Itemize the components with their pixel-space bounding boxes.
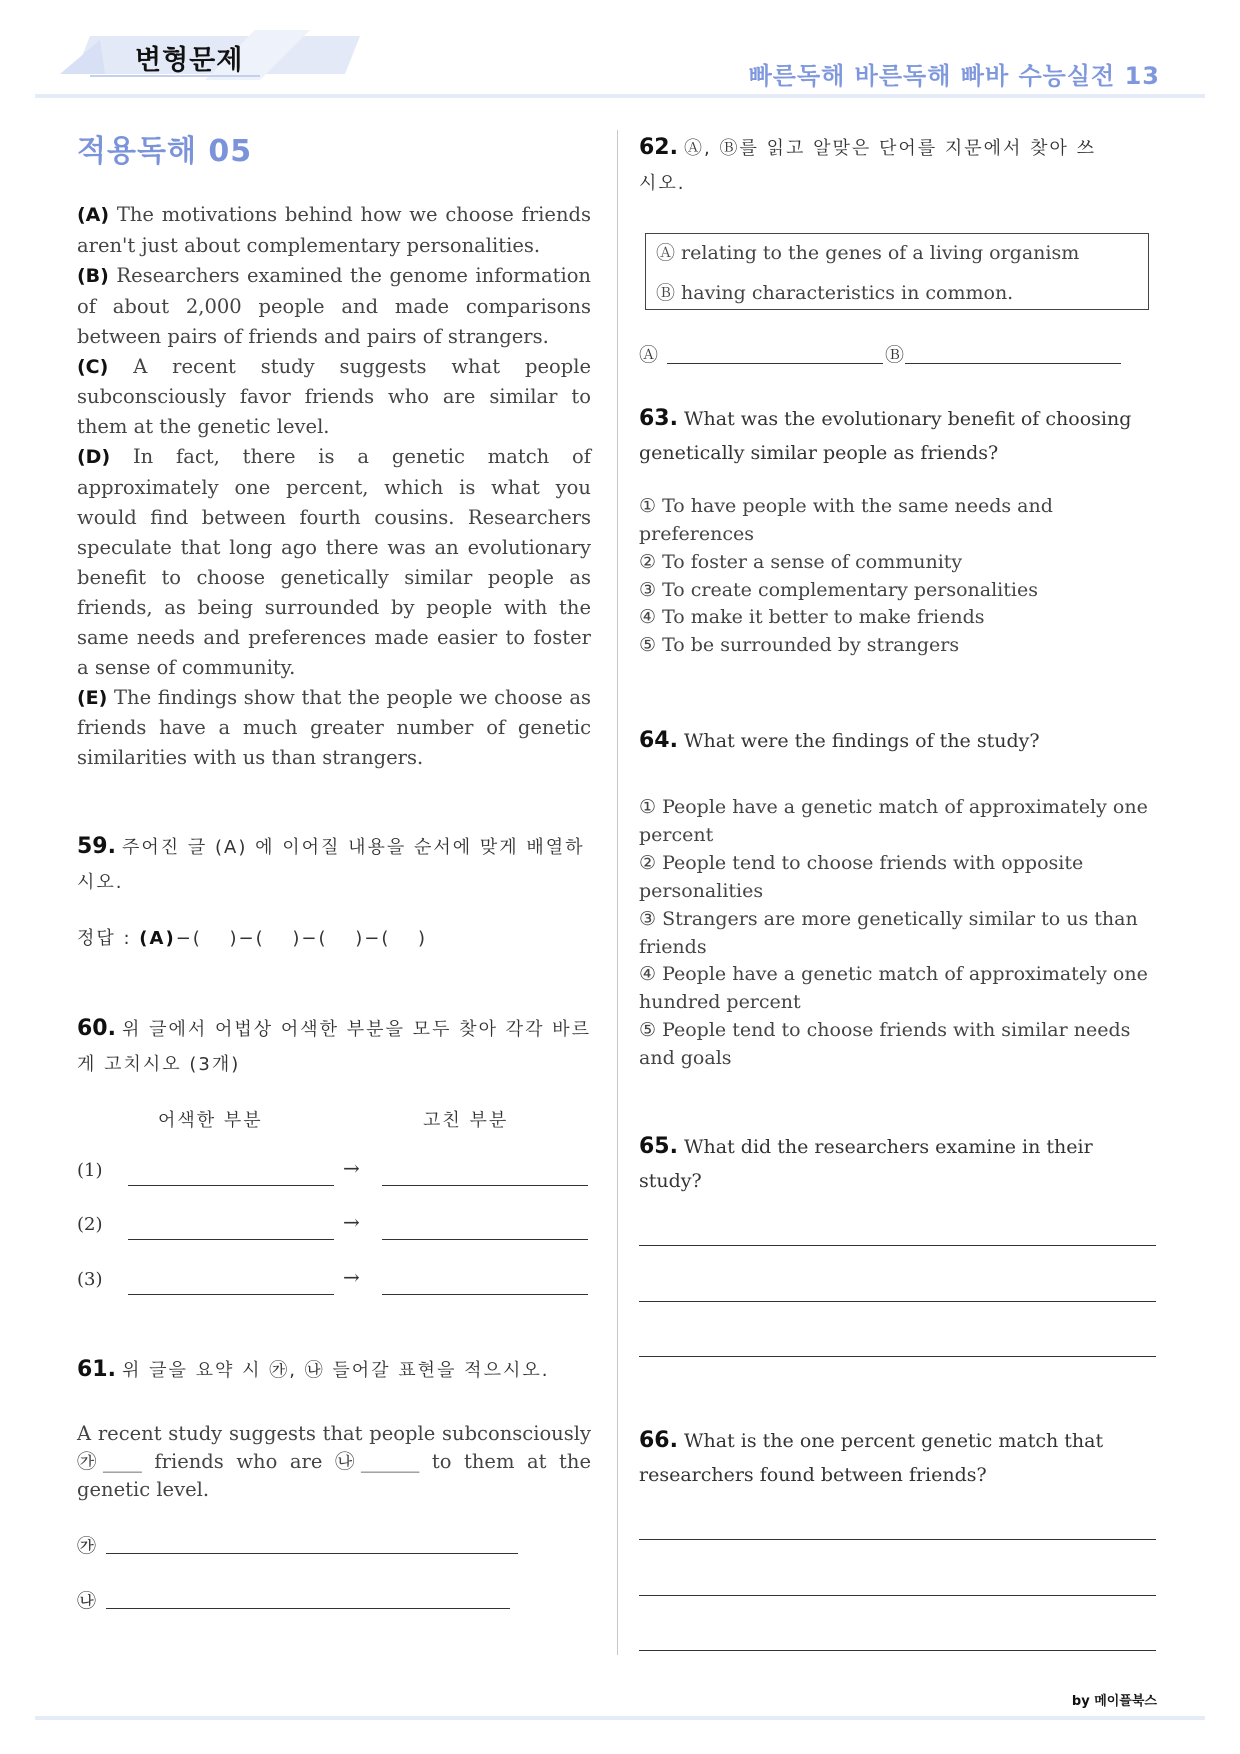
blank-a-label: ㉮ — [77, 1535, 97, 1557]
passage-paragraph-c — [77, 352, 591, 443]
paragraph-text: In fact, there is a genetic match of approximately one percent, which is what you would find between fourth cousins. Researchers speculate that long ago there was an evolutionary benefit to choose genetically similar people as friends, as being surrounded by people with the same needs and preferences made easier to foster a sense of community. — [77, 445, 591, 679]
passage — [77, 200, 591, 773]
wrong-answer-line[interactable] — [128, 1294, 334, 1295]
q64-option[interactable]: ② People tend to choose friends with opposite personalities — [639, 852, 1084, 902]
q59-answer — [77, 922, 427, 956]
question-text: What did the researchers examine in their study? — [639, 1136, 1093, 1192]
passage-paragraph-b — [77, 261, 591, 352]
question-61 — [77, 1353, 607, 1388]
paragraph-label: (B) — [77, 264, 109, 287]
question-62 — [639, 131, 1099, 201]
answer-b-label: Ⓑ — [885, 344, 905, 366]
arrow-icon: → — [343, 1210, 360, 1234]
question-text: Ⓐ, Ⓑ를 읽고 알맞은 단어를 지문에서 찾아 쓰시오. — [639, 138, 1097, 194]
passage-paragraph-d — [77, 442, 591, 682]
paragraph-text: Researchers examined the genome information of about 2,000 people and made comparisons between pairs of friends and pairs of strangers. — [77, 263, 591, 348]
q61-summary: A recent study suggests that people subconsciously ㉮____ friends who are ㉯______ to them at the genetic level. — [77, 1422, 591, 1501]
answer-a-line[interactable] — [667, 363, 883, 364]
definition-a: Ⓐ relating to the genes of a living organism — [656, 242, 1080, 264]
question-text: What was the evolutionary benefit of choosing genetically similar people as friends? — [639, 408, 1132, 464]
wrong-answer-line[interactable] — [128, 1185, 334, 1186]
question-text: 위 글을 요약 시 ㉮, ㉯ 들어갈 표현을 적으시오. — [122, 1360, 550, 1381]
q63-option[interactable]: ④ To make it better to make friends — [639, 606, 985, 628]
col-wrong-header: 어색한 부분 — [158, 1110, 263, 1131]
col-fixed-header: 고친 부분 — [423, 1110, 509, 1131]
paragraph-label: (C) — [77, 355, 109, 378]
question-number: 60. — [77, 1016, 116, 1041]
q65-answer-line[interactable] — [639, 1245, 1156, 1246]
question-64 — [639, 724, 1159, 758]
q64-option[interactable]: ③ Strangers are more genetically similar to us than friends — [639, 908, 1138, 958]
question-text: 위 글에서 어법상 어색한 부분을 모두 찾아 각각 바르게 고치시오 (3개) — [77, 1019, 591, 1075]
answer-prefix: 정답 : — [77, 928, 132, 949]
question-number: 63. — [639, 406, 678, 431]
column-divider — [617, 130, 618, 1655]
question-66 — [639, 1424, 1119, 1492]
q66-answer-line[interactable] — [639, 1650, 1156, 1651]
question-number: 64. — [639, 728, 678, 753]
question-text: What is the one percent genetic match that researchers found between friends? — [639, 1430, 1104, 1486]
arrow-icon: → — [343, 1265, 360, 1289]
blank-a-line[interactable] — [106, 1553, 518, 1554]
row-label: (2) — [77, 1214, 103, 1235]
passage-paragraph-e — [77, 683, 591, 774]
answer-blanks[interactable]: −( )−( )−( )−( ) — [175, 928, 428, 949]
q64-option[interactable]: ④ People have a genetic match of approximately one hundred percent — [639, 963, 1148, 1013]
answer-b-line[interactable] — [905, 363, 1121, 364]
q63-option[interactable]: ① To have people with the same needs and preferences — [639, 495, 1053, 545]
wrong-answer-line[interactable] — [128, 1239, 334, 1240]
question-number: 65. — [639, 1134, 678, 1159]
answer-start: (A) — [139, 928, 176, 949]
question-text: 주어진 글 (A) 에 이어질 내용을 순서에 맞게 배열하시오. — [77, 837, 585, 893]
paragraph-label: (D) — [77, 446, 111, 469]
question-number: 66. — [639, 1428, 678, 1453]
q66-answer-line[interactable] — [639, 1595, 1156, 1596]
question-number: 59. — [77, 834, 116, 859]
q63-option[interactable]: ⑤ To be surrounded by strangers — [639, 634, 960, 656]
header-tag: 변형문제 — [135, 45, 244, 76]
q63-option[interactable]: ③ To create complementary personalities — [639, 579, 1038, 601]
q64-option[interactable]: ① People have a genetic match of approximately one percent — [639, 796, 1148, 846]
q65-answer-line[interactable] — [639, 1356, 1156, 1357]
paragraph-text: The findings show that the people we choose as friends have a much greater number of genetic similarities with us than strangers. — [77, 685, 591, 770]
fixed-answer-line[interactable] — [382, 1294, 588, 1295]
blank-b-line[interactable] — [106, 1608, 510, 1609]
definition-box — [645, 233, 1149, 310]
question-65 — [639, 1130, 1109, 1198]
question-text: What were the findings of the study? — [684, 730, 1040, 752]
q63-option[interactable]: ② To foster a sense of community — [639, 551, 963, 573]
blank-b-label: ㉯ — [77, 1590, 97, 1612]
paragraph-label: (E) — [77, 686, 108, 709]
paragraph-label: (A) — [77, 204, 110, 226]
question-number: 62. — [639, 135, 678, 160]
header-rule — [35, 94, 1205, 98]
question-63 — [639, 402, 1159, 470]
answer-a-label: Ⓐ — [639, 344, 659, 366]
question-60 — [77, 1012, 591, 1082]
header-title: 빠른독해 바른독해 빠바 수능실전 13 — [748, 62, 1160, 90]
section-title: 적용독해 05 — [77, 134, 253, 169]
q65-answer-line[interactable] — [639, 1301, 1156, 1302]
q66-answer-line[interactable] — [639, 1539, 1156, 1540]
row-label: (3) — [77, 1269, 103, 1290]
fixed-answer-line[interactable] — [382, 1185, 588, 1186]
q64-option[interactable]: ⑤ People tend to choose friends with similar needs and goals — [639, 1019, 1131, 1069]
footer-credit: by 메이플북스 — [1071, 1694, 1157, 1709]
definition-b: Ⓑ having characteristics in common. — [656, 282, 1014, 304]
passage-paragraph-a — [77, 200, 591, 261]
arrow-icon: → — [343, 1156, 360, 1180]
row-label: (1) — [77, 1160, 103, 1181]
question-59 — [77, 830, 591, 900]
paragraph-text: The motivations behind how we choose friends aren't just about complementary personalities. — [77, 203, 591, 257]
question-number: 61. — [77, 1357, 116, 1382]
fixed-answer-line[interactable] — [382, 1239, 588, 1240]
footer-rule — [35, 1716, 1205, 1720]
paragraph-text: A recent study suggests what people subconsciously favor friends who are similar to them at the genetic level. — [77, 354, 591, 439]
